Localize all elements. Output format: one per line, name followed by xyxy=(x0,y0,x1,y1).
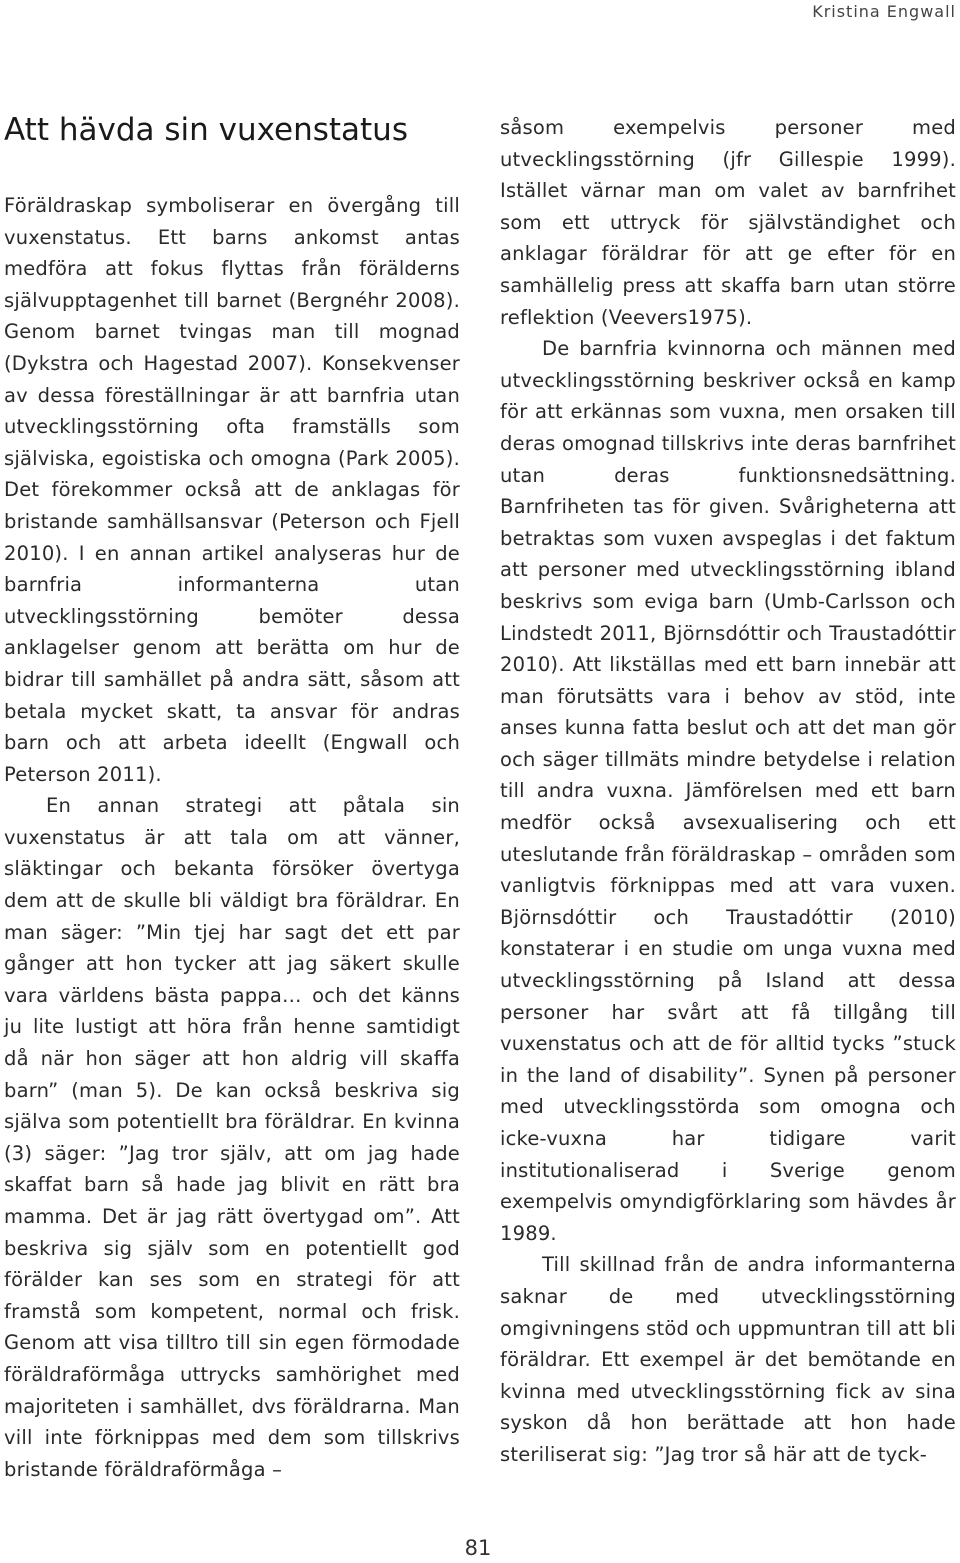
left-column xyxy=(4,110,460,1485)
right-column xyxy=(500,112,956,1471)
body-paragraph: De barnfria kvinnorna och männen med utvecklingsstörning beskriver också en kamp för att erkännas som vuxna, men orsaken till deras omognad tillskrivs inte deras barnfrihet utan deras funktionsnedsättning. Barnfriheten tas för given. Svårigheterna att betraktas som vuxen avspeglas i det faktum att personer med utvecklingsstörning ibland beskrivs som eviga barn (Umb-Carlsson och Lindstedt 2011, Björnsdóttir och Traustadóttir 2010). Att likställas med ett barn innebär att man förutsätts vara i behov av stöd, inte anses kunna fatta beslut och att det man gör och säger tillmäts mindre betydelse i relation till andra vuxna. Jämförelsen med ett barn medför också avsexualisering och ett uteslutande från föräldraskap – områden som vanligtvis förknippas med att vara vuxen. Björnsdóttir och Traustadóttir (2010) konstaterar i en studie om unga vuxna med utvecklingsstörning på Island att dessa personer har svårt att få tillgång till vuxenstatus och att de för alltid tycks ”stuck in the land of disability”. Synen på personer med utvecklingsstörda som omogna och icke-vuxna har tidigare varit institutionaliserad i Sverige genom exempelvis omyndigförklaring som hävdes år 1989. xyxy=(500,337,956,1245)
body-paragraph: Föräldraskap symboliserar en övergång till vuxenstatus. Ett barns ankomst antas medföra att fokus flyttas från förälderns självupptagenhet till barnet (Bergnéhr 2008). Genom barnet tvingas man till mognad (Dykstra och Hagestad 2007). Konsekvenser av dessa föreställningar är att barnfria utan utvecklingsstörning ofta framställs som själviska, egoistiska och omogna (Park 2005). Det förekommer också att de anklagas för bristande samhällsansvar (Peterson och Fjell 2010). I en annan artikel analyseras hur de barnfria informanterna utan utvecklingsstörning bemöter dessa anklagelser genom att berätta om hur de bidrar till samhället på andra sätt, såsom att betala mycket skatt, ta ansvar för andras barn och att arbeta ideellt (Engwall och Peterson 2011). xyxy=(4,194,460,786)
body-paragraph: En annan strategi att påtala sin vuxenstatus är att tala om att vänner, släktingar och bekanta försöker övertyga dem att de skulle bli väldigt bra föräldrar. En man säger: ”Min tjej har sagt det ett par gånger att hon tycker att jag säkert skulle vara världens bästa pappa… och det känns ju lite lustigt att höra från henne samtidigt då när hon säger att hon aldrig vill skaffa barn” (man 5). De kan också beskriva sig själva som potentiellt bra föräldrar. En kvinna (3) säger: ”Jag tror själv, att om jag hade skaffat barn så hade jag blivit en rätt bra mamma. Det är jag rätt övertygad om”. Att beskriva sig själv som en potentiellt god förälder kan ses som en strategi för att framstå som kompetent, normal och frisk. Genom att visa tilltro till sin egen förmodade föräldraförmåga uttrycks samhörighet med majoriteten i samhället, dvs föräldrarna. Man vill inte förknippas med dem som tillskrivs bristande föräldraförmåga – xyxy=(4,794,460,1481)
body-paragraph: Till skillnad från de andra informanterna saknar de med utvecklingsstörning omgivningens stöd och uppmuntran till att bli föräldrar. Ett exempel är det bemötande en kvinna med utvecklingsstörning fick av sina syskon då hon berättade att hon hade steriliserat sig: ”Jag tror så här att de tyck- xyxy=(500,1253,956,1466)
page-number xyxy=(0,1536,960,1560)
body-paragraph: såsom exempelvis personer med utvecklingsstörning (jfr Gillespie 1999). Istället värnar man om valet av barnfrihet som ett uttryck för självständighet och anklagar föräldrar för att ge efter för en samhällelig press att skaffa barn utan större reflektion (Veevers1975). xyxy=(500,116,956,329)
running-header-author: Kristina Engwall xyxy=(812,2,956,21)
section-heading: Att hävda sin vuxenstatus xyxy=(4,112,408,148)
page-number-text: 81 xyxy=(464,1536,492,1560)
